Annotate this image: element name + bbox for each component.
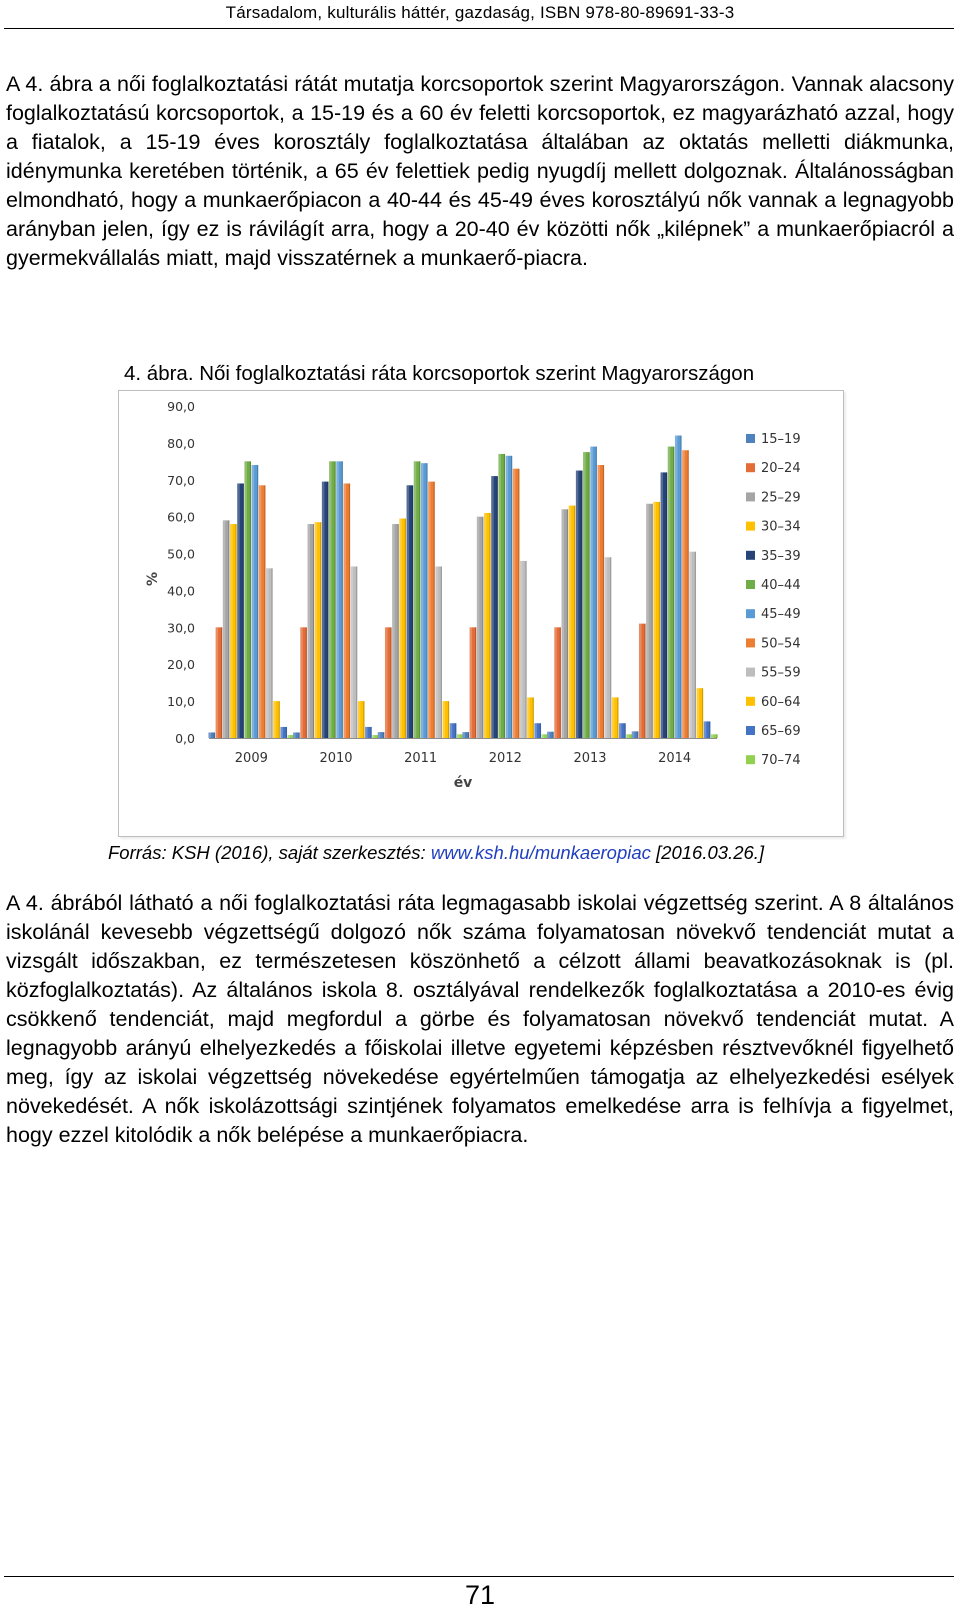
- page-number: 71: [464, 1580, 496, 1610]
- bar-highlight: [351, 566, 354, 738]
- bar-shade: [313, 524, 314, 738]
- bar-highlight: [583, 452, 586, 738]
- bar: [675, 436, 682, 738]
- bar: [208, 732, 215, 738]
- legend-label: 40–44: [761, 578, 801, 593]
- legend-swatch: [746, 580, 755, 589]
- bar: [619, 723, 626, 738]
- bar-shade: [625, 723, 626, 738]
- bar-highlight: [358, 701, 361, 738]
- bar: [230, 524, 237, 738]
- legend-label: 70–74: [761, 753, 801, 769]
- bar-marks: [208, 436, 717, 738]
- bar-highlight: [288, 735, 291, 738]
- bar: [661, 472, 668, 738]
- bar-highlight: [513, 469, 516, 738]
- bar-shade: [320, 522, 321, 738]
- y-tick-label: 30,0: [167, 620, 195, 636]
- bar: [266, 568, 273, 738]
- bar-shade: [286, 727, 287, 738]
- bar-shade: [434, 482, 435, 738]
- y-tick-label: 0,0: [175, 731, 195, 746]
- y-tick-label: 50,0: [167, 546, 195, 562]
- bar-highlight: [280, 727, 283, 738]
- bar: [428, 482, 435, 738]
- bar: [399, 519, 406, 738]
- x-tick-label: 2013: [573, 751, 607, 766]
- x-axis-ticks: [235, 751, 691, 766]
- bar: [562, 509, 569, 738]
- legend-item: [746, 753, 801, 768]
- legend-item: [746, 520, 801, 535]
- bar: [237, 483, 244, 738]
- bar-shade: [489, 513, 490, 738]
- bar-highlight: [498, 454, 501, 738]
- bar: [569, 506, 576, 738]
- bar-highlight: [682, 450, 685, 738]
- bar-highlight: [562, 509, 565, 738]
- legend-swatch: [746, 492, 755, 501]
- legend-label: 50–54: [761, 636, 801, 652]
- legend-swatch: [746, 668, 755, 677]
- bar-highlight: [216, 627, 219, 738]
- bar-highlight: [392, 524, 395, 738]
- bar-shade: [264, 485, 265, 738]
- bar: [498, 454, 505, 738]
- bar-shade: [455, 723, 456, 738]
- legend-item: [746, 432, 801, 447]
- bar-highlight: [484, 513, 487, 738]
- bar: [534, 723, 541, 738]
- bar-highlight: [300, 627, 303, 738]
- bar: [300, 627, 307, 738]
- bar-shade: [221, 627, 222, 738]
- bar: [216, 627, 223, 738]
- bar-shade: [617, 697, 618, 738]
- bar-shade: [589, 452, 590, 738]
- bar: [632, 731, 639, 738]
- bar-highlight: [365, 727, 368, 738]
- bar: [598, 465, 605, 738]
- bar-shade: [419, 461, 420, 738]
- bar: [385, 627, 392, 738]
- bar-shade: [363, 701, 364, 738]
- bar: [711, 734, 718, 738]
- bar-shade: [441, 566, 442, 738]
- x-tick-label: 2011: [404, 751, 438, 766]
- bar: [639, 624, 646, 738]
- bar-highlight: [639, 624, 642, 738]
- bar-highlight: [252, 465, 255, 738]
- x-tick-label: 2012: [488, 751, 522, 766]
- bar-shade: [235, 524, 236, 738]
- bar-shade: [371, 727, 372, 738]
- bar-highlight: [462, 732, 465, 738]
- header-rule: [4, 28, 954, 29]
- bar: [462, 732, 469, 738]
- bar-shade: [680, 436, 681, 738]
- bar-highlight: [590, 447, 593, 738]
- bar-highlight: [315, 522, 318, 738]
- legend-item: [746, 636, 801, 651]
- bar-highlight: [661, 472, 664, 738]
- bar: [450, 723, 457, 738]
- bar-shade: [603, 465, 604, 738]
- bar-highlight: [237, 483, 240, 738]
- y-tick-label: 80,0: [167, 435, 195, 451]
- bar-shade: [540, 723, 541, 738]
- bar-highlight: [632, 731, 635, 738]
- bar: [491, 476, 498, 738]
- bar-highlight: [244, 461, 247, 738]
- bar: [273, 701, 280, 738]
- bar: [612, 697, 619, 738]
- legend-item: [746, 607, 801, 622]
- bar-highlight: [223, 520, 226, 738]
- bar-shade: [405, 519, 406, 738]
- legend-swatch: [746, 638, 755, 647]
- footer-rule: [4, 1576, 954, 1577]
- bar-highlight: [399, 519, 402, 738]
- legend-label: 45–49: [761, 607, 801, 623]
- bar: [315, 522, 322, 738]
- figure-caption: 4. ábra. Női foglalkoztatási ráta korcsoportok szerint Magyarországon: [124, 362, 755, 385]
- bar-shade: [596, 447, 597, 738]
- bar-highlight: [208, 732, 211, 738]
- legend-label: 35–39: [761, 548, 801, 564]
- bar-highlight: [421, 463, 424, 738]
- bar-shade: [390, 627, 391, 738]
- bar-shade: [482, 517, 483, 738]
- bar-shade: [695, 552, 696, 738]
- bar-highlight: [259, 485, 262, 738]
- bar-highlight: [612, 697, 615, 738]
- bar: [554, 627, 561, 738]
- bar: [351, 566, 358, 738]
- bar-shade: [228, 520, 229, 738]
- bar: [329, 461, 336, 738]
- y-tick-label: 60,0: [167, 509, 195, 525]
- y-tick-label: 90,0: [167, 399, 195, 414]
- body-paragraph-1: A 4. ábra a női foglalkoztatási rátát mutatja korcsoportok szerint Magyarországon. Vannak alacsony foglalkoztatású korcsoportok, a 15-19 és a 60 év feletti korcsoportok, ez magyarázható azzal, hogy a fiatalok, a 15-19 éves korosztály foglalkoztatása általában az oktatás melletti diákmunka, idénymunka keretében történik, a 65 év felettiek pedig nyugdíj mellett dolgoznak. Általánosságban elmondható, hogy a munkaerőpiacon a 40-44 és 45-49 éves korosztályú nők vannak a legnagyobb arányban jelen, így ez is rávilágít arra, hogy a 20-40 év közötti nők „kilépnek” a munkaerőpiacról a gyermekvállalás miatt, majd visszatérnek a munkaerő-piacra.: [6, 72, 954, 270]
- bar: [484, 513, 491, 738]
- bar: [378, 732, 385, 738]
- bar: [583, 452, 590, 738]
- bar-highlight: [668, 447, 671, 738]
- bar: [223, 520, 230, 738]
- legend-label: 60–64: [761, 694, 801, 710]
- bar: [697, 688, 704, 738]
- bar-highlight: [372, 735, 375, 738]
- legend-item: [746, 724, 801, 739]
- bar-highlight: [520, 561, 523, 738]
- source-suffix: [2016.03.26.]: [650, 842, 765, 863]
- y-axis-ticks: [167, 399, 195, 746]
- bar-shade: [637, 731, 638, 738]
- bar-highlight: [506, 456, 509, 738]
- bar-shade: [716, 734, 717, 738]
- bar-highlight: [646, 504, 649, 738]
- source-prefix: Forrás: KSH (2016), saját szerkesztés:: [108, 842, 431, 863]
- bar-shade: [250, 461, 251, 738]
- bar: [365, 727, 372, 738]
- legend-label: 55–59: [761, 665, 801, 681]
- bar: [682, 450, 689, 738]
- figure-source: [108, 842, 764, 864]
- bar-highlight: [542, 734, 545, 738]
- bar: [421, 463, 428, 738]
- bar: [704, 721, 711, 738]
- bar-shade: [279, 701, 280, 738]
- chart-legend: [746, 432, 801, 768]
- bar-shade: [214, 732, 215, 738]
- legend-label: 25–29: [761, 490, 801, 506]
- legend-label: 65–69: [761, 724, 801, 739]
- bar-highlight: [576, 471, 579, 738]
- bar-highlight: [547, 732, 550, 738]
- bar-highlight: [407, 485, 410, 738]
- bar-shade: [342, 461, 343, 738]
- bar-highlight: [336, 461, 339, 738]
- bar-shade: [610, 557, 611, 738]
- bar: [520, 561, 527, 738]
- legend-swatch: [746, 522, 755, 531]
- bar-highlight: [491, 476, 494, 738]
- bar-highlight: [450, 723, 453, 738]
- bar-shade: [666, 472, 667, 738]
- bar: [435, 566, 442, 738]
- bar: [344, 483, 351, 738]
- bar-shade: [652, 504, 653, 738]
- y-tick-label: 20,0: [167, 657, 195, 673]
- bar-highlight: [598, 465, 601, 738]
- bar: [443, 701, 450, 738]
- bar: [322, 482, 329, 738]
- bar-shade: [497, 476, 498, 738]
- bar-shade: [659, 502, 660, 738]
- legend-swatch: [746, 551, 755, 560]
- bar-shade: [553, 732, 554, 738]
- bar-highlight: [293, 732, 296, 738]
- bar-shade: [299, 732, 300, 738]
- bar-highlight: [477, 517, 480, 738]
- bar-shade: [243, 483, 244, 738]
- bar-highlight: [626, 734, 629, 738]
- bar-highlight: [344, 483, 347, 738]
- bar-highlight: [470, 627, 473, 738]
- bar-highlight: [266, 568, 269, 738]
- source-link[interactable]: www.ksh.hu/munkaeropiac: [430, 842, 651, 863]
- bar: [527, 697, 534, 738]
- bar-highlight: [457, 734, 460, 738]
- chart-frame: [118, 390, 844, 837]
- bar-highlight: [385, 627, 388, 738]
- legend-item: [746, 666, 801, 681]
- x-tick-label: 2010: [319, 751, 353, 766]
- bar-shade: [448, 701, 449, 738]
- bar-shade: [426, 463, 427, 738]
- bar-shade: [504, 454, 505, 738]
- bar-highlight: [329, 461, 332, 738]
- bar: [653, 502, 660, 738]
- legend-swatch: [746, 609, 755, 618]
- legend-item: [746, 695, 801, 710]
- bar-shade: [567, 509, 568, 738]
- bar-shade: [412, 485, 413, 738]
- bar-shade: [383, 732, 384, 738]
- bar: [668, 447, 675, 738]
- bar-highlight: [378, 732, 381, 738]
- bar-highlight: [711, 734, 714, 738]
- bar: [280, 727, 287, 738]
- bar-shade: [518, 469, 519, 738]
- bar: [477, 517, 484, 738]
- bar-shade: [533, 697, 534, 738]
- legend-item: [746, 578, 801, 593]
- bar: [336, 461, 343, 738]
- y-tick-label: 10,0: [167, 694, 195, 710]
- bar-highlight: [619, 723, 622, 738]
- bar-highlight: [308, 524, 311, 738]
- legend-label: 30–34: [761, 519, 801, 535]
- bar-shade: [356, 566, 357, 738]
- bar: [605, 557, 612, 738]
- bar: [407, 485, 414, 738]
- bar-shade: [560, 627, 561, 738]
- bar: [358, 701, 365, 738]
- bar-shade: [688, 450, 689, 738]
- bar-highlight: [675, 436, 678, 738]
- legend-label: 20–24: [761, 461, 801, 477]
- body-paragraph-2: A 4. ábrából látható a női foglalkoztatási ráta legmagasabb iskolai végzettség szerint. A 8 általános iskolánál kevesebb végzettségű dolgozó nők száma folyamatosan növekvő tendenciát mutat a vizsgált időszakban, ez természetesen köszönhető a célzott állami beavatkozásoknak is (pl. közfoglalkoztatás). Az általános iskola 8. osztályával rendelkezők foglalkoztatása a 2010-es évig csökkenő tendenciát, majd megfordul a görbe és folyamatosan növekvő tendenciát mutat. A legnagyobb arányú elhelyezkedés a főiskolai illetve egyetemi képzésben résztvevőknél figyelhető meg, így az iskolai végzettség növekedése egyértelműen támogatja az elhelyezkedési esélyek növekedését. A nők iskolázottsági szintjének folyamatos emelkedése arra is felhívja a figyelmet, hogy ezzel kitolódik a nők belépése a munkaerőpiacra.: [6, 891, 954, 1147]
- legend-swatch: [746, 434, 755, 443]
- legend-swatch: [746, 463, 755, 472]
- bar: [646, 504, 653, 738]
- bar: [576, 471, 583, 738]
- bar: [414, 461, 421, 738]
- bar-shade: [644, 624, 645, 738]
- y-tick-label: 70,0: [167, 472, 195, 488]
- bar-shade: [511, 456, 512, 738]
- bar-highlight: [273, 701, 276, 738]
- bar-shade: [306, 627, 307, 738]
- bar-shade: [574, 506, 575, 738]
- bar-shade: [525, 561, 526, 738]
- legend-item: [746, 549, 801, 564]
- bar-shade: [468, 732, 469, 738]
- legend-label: 15–19: [761, 432, 801, 447]
- bar: [244, 461, 251, 738]
- bar-shade: [673, 447, 674, 738]
- bar-highlight: [428, 482, 431, 738]
- bar-highlight: [697, 688, 700, 738]
- bar-highlight: [569, 506, 572, 738]
- legend-swatch: [746, 726, 755, 735]
- x-tick-label: 2014: [658, 751, 692, 766]
- x-tick-label: 2009: [234, 751, 268, 766]
- bar: [506, 456, 513, 738]
- bar-shade: [702, 688, 703, 738]
- bar: [252, 465, 259, 738]
- bar-shade: [581, 471, 582, 738]
- bar-highlight: [605, 557, 608, 738]
- bar-highlight: [534, 723, 537, 738]
- bar: [689, 552, 696, 738]
- legend-item: [746, 490, 801, 505]
- bar-highlight: [554, 627, 557, 738]
- legend-item: [746, 461, 801, 476]
- bar: [470, 627, 477, 738]
- bar-highlight: [653, 502, 656, 738]
- bar-shade: [709, 721, 710, 738]
- legend-swatch: [746, 755, 755, 764]
- bar-shade: [475, 627, 476, 738]
- bar: [590, 447, 597, 738]
- bar-highlight: [414, 461, 417, 738]
- bar: [259, 485, 266, 738]
- legend-swatch: [746, 697, 755, 706]
- bar-shade: [257, 465, 258, 738]
- bar-highlight: [435, 566, 438, 738]
- bar-shade: [349, 483, 350, 738]
- bar-highlight: [689, 552, 692, 738]
- bar: [293, 732, 300, 738]
- running-header: Társadalom, kulturális háttér, gazdaság, ISBN 978-80-89691-33-3: [225, 3, 735, 22]
- bar: [513, 469, 520, 738]
- bar-shade: [327, 482, 328, 738]
- bar: [392, 524, 399, 738]
- bar-highlight: [704, 721, 707, 738]
- bar-shade: [271, 568, 272, 738]
- bar: [547, 732, 554, 738]
- bar-highlight: [230, 524, 233, 738]
- bar-highlight: [322, 482, 325, 738]
- bar: [308, 524, 315, 738]
- bar-highlight: [443, 701, 446, 738]
- y-axis-label: %: [145, 571, 161, 587]
- x-axis-label: év: [453, 775, 473, 791]
- y-tick-label: 40,0: [167, 583, 195, 599]
- bar-shade: [335, 461, 336, 738]
- bar-chart: [119, 391, 843, 836]
- bar-highlight: [527, 697, 530, 738]
- bar-shade: [398, 524, 399, 738]
